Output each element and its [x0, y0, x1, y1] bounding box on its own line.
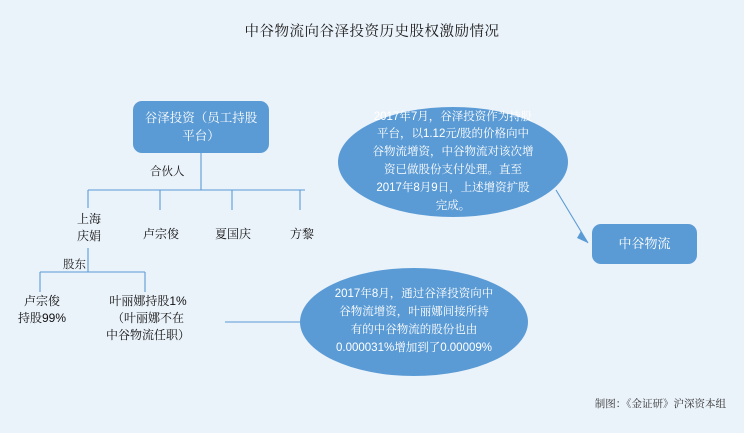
- label-shareholders: 股东: [63, 259, 86, 271]
- shareholder-lu-zongjun-name: 卢宗俊: [23, 294, 60, 308]
- partner-shanghai-qingjuan-line2: 庆娟: [76, 228, 101, 243]
- shareholder-lu-zongjun-stake: 持股99%: [17, 310, 67, 325]
- shareholder-ye-lina-note1: （叶丽娜不在: [111, 310, 184, 325]
- callout-second[interactable]: [300, 268, 528, 376]
- partner-lu-zongjun: 卢宗俊: [142, 227, 179, 241]
- page-title: 中谷物流向谷泽投资历史股权激励情况: [244, 24, 500, 40]
- shareholder-lu-zongjun: [8, 293, 76, 327]
- shareholder-ye-lina-note2: 中谷物流任职）: [105, 327, 190, 342]
- partner-xia-guoqing: 夏国庆: [214, 227, 251, 241]
- partner-shanghai-qingjuan-line1: 上海: [76, 212, 101, 226]
- shareholder-ye-lina: [78, 293, 218, 343]
- label-partners: 合伙人: [150, 166, 185, 178]
- callout-second-text: 2017年8月，通过谷泽投资向中谷物流增资，叶丽娜间接所持有的中谷物流的股份也由0.000031%增加到了0.00009%: [334, 288, 494, 354]
- node-guze-investment[interactable]: [133, 101, 269, 153]
- node-zhonggu-logistics[interactable]: [592, 224, 697, 264]
- credit-line: 制图：《金证研》沪深资本组: [594, 398, 726, 410]
- shareholder-ye-lina-stake: 叶丽娜持股1%: [109, 294, 187, 308]
- node-zhonggu-logistics-label: 中谷物流: [618, 235, 671, 251]
- node-guze-investment-label: 谷泽投资（员工持股平台）: [144, 110, 258, 143]
- partner-shanghai-qingjuan: [58, 211, 120, 245]
- callout-first-text: 2017年7月，谷泽投资作为持股平台，以1.12元/股的价格向中谷物流增资，中谷物流对该次增资已做股份支付处理。直至2017年8月9日，上述增资扩股完成。: [372, 110, 534, 212]
- partner-fang-li: 方黎: [289, 227, 314, 241]
- callout-first[interactable]: [338, 107, 568, 217]
